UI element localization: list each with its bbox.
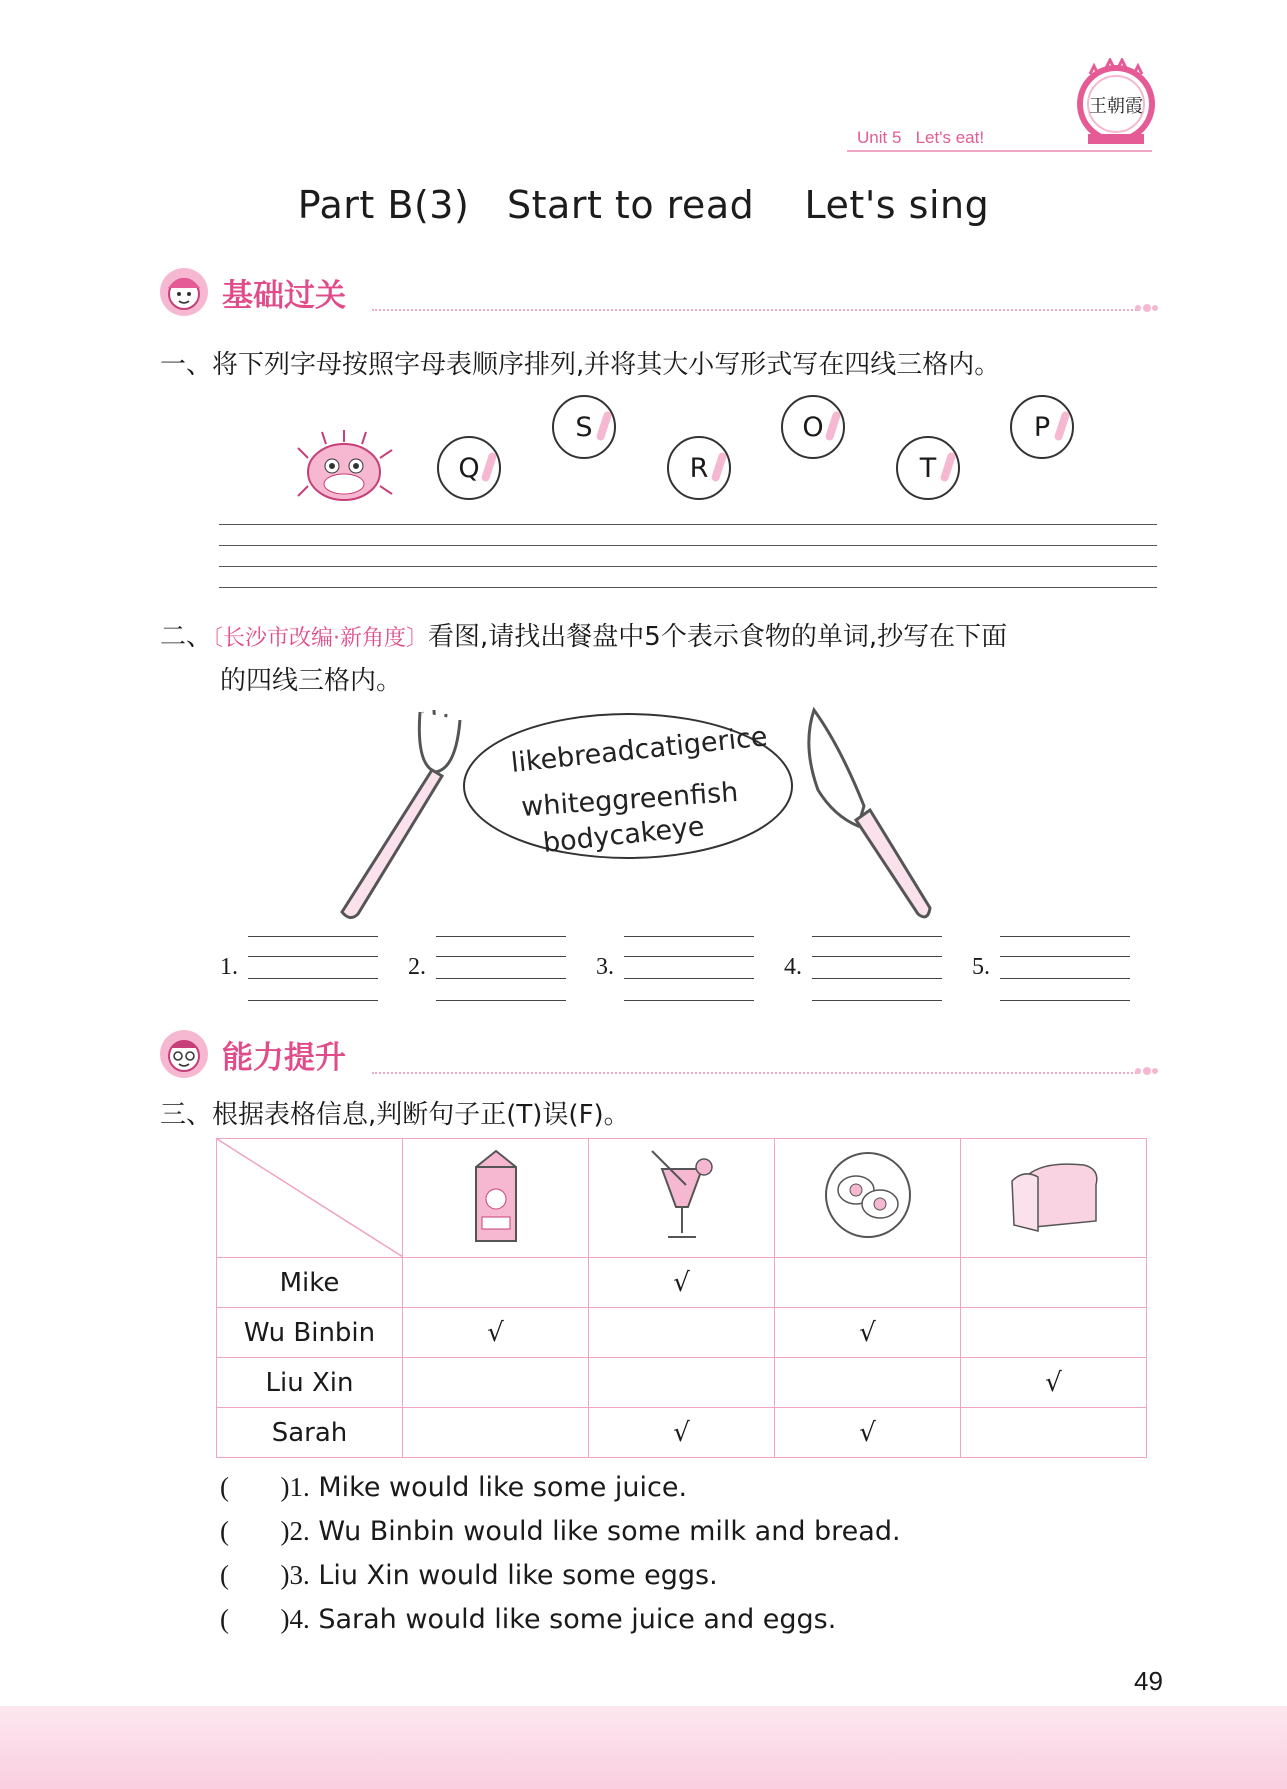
answer-number: 3. <box>596 954 614 980</box>
diagonal-line <box>217 1139 403 1257</box>
question-2-label <box>160 616 1007 653</box>
writing-line <box>219 524 1157 525</box>
pufferfish-icon <box>296 428 394 508</box>
girl-avatar-icon <box>158 266 210 318</box>
answer-line <box>812 956 942 957</box>
check-cell <box>589 1358 775 1408</box>
answer-number: 1. <box>220 954 238 980</box>
dots-ornament <box>1134 300 1158 316</box>
eggs-cell <box>775 1139 961 1258</box>
juice-glass-icon <box>642 1145 722 1245</box>
check-cell <box>403 1358 589 1408</box>
answer-paren-open: ( <box>220 1516 229 1546</box>
check-cell: √ <box>589 1258 775 1308</box>
statement-text: Sarah would like some juice and eggs. <box>318 1604 837 1635</box>
writing-line <box>219 587 1157 588</box>
milk-carton-icon <box>466 1145 526 1245</box>
answer-number: 5. <box>972 954 990 980</box>
section-divider <box>372 309 1140 311</box>
check-cell <box>589 1308 775 1358</box>
statement-item <box>220 1560 718 1591</box>
answer-line <box>624 956 754 957</box>
letter-o: O <box>802 411 824 443</box>
logo-text: 王朝霞 <box>1089 96 1143 117</box>
question-2-number: 二、 <box>160 622 213 652</box>
check-cell <box>775 1258 961 1308</box>
letter-p: P <box>1033 411 1051 443</box>
statement-text: Liu Xin would like some eggs. <box>318 1560 718 1591</box>
section-basic-title: 基础过关 <box>222 278 346 314</box>
answer-line <box>436 1000 566 1001</box>
plate-word-line: likebreadcatigerice <box>509 721 769 779</box>
writing-line <box>219 566 1157 567</box>
statement-number: )3. <box>280 1560 310 1590</box>
info-table <box>216 1138 1147 1458</box>
check-cell <box>961 1408 1147 1458</box>
letter-bubble <box>552 395 616 459</box>
answer-line <box>436 936 566 937</box>
check-cell: √ <box>961 1358 1147 1408</box>
answer-paren-open: ( <box>220 1560 229 1590</box>
fried-eggs-icon <box>818 1150 918 1240</box>
check-cell <box>961 1258 1147 1308</box>
knife-icon <box>800 706 940 926</box>
statement-item <box>220 1604 836 1635</box>
answer-line <box>1000 1000 1130 1001</box>
check-cell: √ <box>403 1308 589 1358</box>
answer-line <box>248 936 378 937</box>
header-rule <box>847 150 1152 152</box>
table-row <box>217 1408 1147 1458</box>
answer-line <box>248 956 378 957</box>
statement-number: )2. <box>280 1516 310 1546</box>
answer-line <box>1000 978 1130 979</box>
answer-line <box>812 936 942 937</box>
row-name: Wu Binbin <box>217 1308 403 1358</box>
answer-line <box>436 956 566 957</box>
letter-t: T <box>919 452 937 484</box>
table-header-row <box>217 1139 1147 1258</box>
question-2-text: 看图,请找出餐盘中5个表示食物的单词,抄写在下面 <box>428 622 1008 652</box>
check-cell: √ <box>775 1308 961 1358</box>
section-divider <box>372 1072 1140 1074</box>
statement-item <box>220 1516 901 1547</box>
answer-paren-open: ( <box>220 1604 229 1634</box>
unit-title: Let's eat! <box>915 128 985 147</box>
page-number: 49 <box>1134 1666 1163 1696</box>
table-row <box>217 1308 1147 1358</box>
answer-line <box>624 978 754 979</box>
letter-bubble <box>437 436 501 500</box>
answer-number: 2. <box>408 954 426 980</box>
answer-line <box>624 1000 754 1001</box>
question-source-tag: 〔长沙市改编·新角度〕 <box>212 626 429 651</box>
dots-ornament <box>1134 1063 1158 1079</box>
fork-icon <box>324 706 474 926</box>
check-cell: √ <box>589 1408 775 1458</box>
answer-line <box>436 978 566 979</box>
statement-text: Mike would like some juice. <box>318 1472 688 1503</box>
bread-icon <box>1004 1155 1104 1235</box>
row-name: Sarah <box>217 1408 403 1458</box>
row-name: Liu Xin <box>217 1358 403 1408</box>
check-cell <box>403 1258 589 1308</box>
statement-item <box>220 1472 687 1503</box>
milk-cell <box>403 1139 589 1258</box>
check-cell: √ <box>775 1408 961 1458</box>
row-name: Mike <box>217 1258 403 1308</box>
plate-illustration <box>460 706 796 862</box>
letter-q: Q <box>458 452 480 484</box>
letter-bubble <box>781 395 845 459</box>
letter-bubble <box>1010 395 1074 459</box>
answer-number: 4. <box>784 954 802 980</box>
unit-number: Unit 5 <box>857 128 902 147</box>
footer-band <box>0 1706 1287 1789</box>
check-cell <box>961 1308 1147 1358</box>
answer-paren-open: ( <box>220 1472 229 1502</box>
statement-number: )1. <box>280 1472 310 1502</box>
brand-logo <box>1076 58 1156 150</box>
plate-word-line: bodycakeye <box>541 811 706 859</box>
answer-line <box>248 1000 378 1001</box>
statement-number: )4. <box>280 1604 310 1634</box>
letter-bubble <box>667 436 731 500</box>
corner-cell <box>217 1139 403 1258</box>
question-2-text-cont: 的四线三格内。 <box>220 666 403 696</box>
letter-s: S <box>575 411 593 443</box>
letter-r: R <box>689 452 709 484</box>
letter-bubble <box>896 436 960 500</box>
question-1-label: 一、将下列字母按照字母表顺序排列,并将其大小写形式写在四线三格内。 <box>160 350 1001 380</box>
answer-line <box>248 978 378 979</box>
answer-line <box>812 1000 942 1001</box>
unit-label <box>857 128 984 148</box>
juice-cell <box>589 1139 775 1258</box>
check-cell <box>403 1408 589 1458</box>
section-advanced-title: 能力提升 <box>222 1040 346 1076</box>
answer-line <box>624 936 754 937</box>
answer-line <box>1000 936 1130 937</box>
check-cell <box>775 1358 961 1408</box>
page-title: Part B(3) Start to read Let's sing <box>297 183 990 227</box>
answer-line <box>1000 956 1130 957</box>
answer-line <box>812 978 942 979</box>
plate-word-line: whiteggreenfish <box>520 776 740 823</box>
boy-avatar-icon <box>158 1028 210 1080</box>
writing-line <box>219 545 1157 546</box>
table-row <box>217 1358 1147 1408</box>
table-row <box>217 1258 1147 1308</box>
statement-text: Wu Binbin would like some milk and bread. <box>318 1516 901 1547</box>
bread-cell <box>961 1139 1147 1258</box>
question-3-label: 三、根据表格信息,判断句子正(T)误(F)。 <box>160 1100 630 1130</box>
